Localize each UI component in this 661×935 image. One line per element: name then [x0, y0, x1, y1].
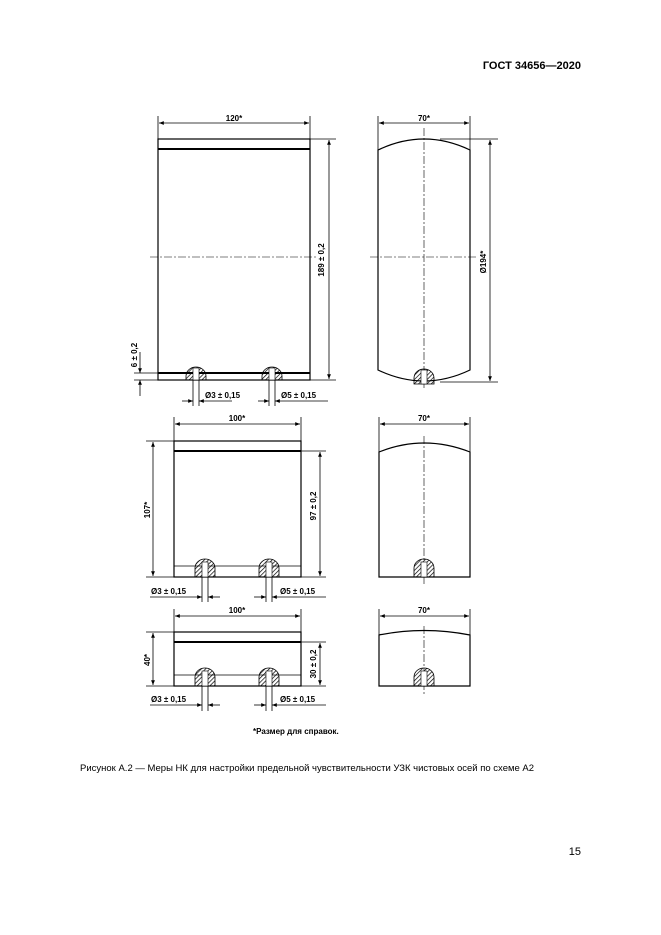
block3-total-height-label: 40* [143, 653, 152, 667]
block1-depth-label: 6 ± 0,2 [130, 342, 139, 368]
block1-hole1-label: Ø3 ± 0,15 [205, 391, 241, 400]
block1-side-view [370, 114, 498, 388]
block2-front-view [143, 414, 326, 602]
block3-hole1-label: Ø3 ± 0,15 [151, 695, 187, 704]
block1-front-view [130, 114, 336, 406]
block3-height-label: 30 ± 0,2 [309, 649, 318, 679]
block1-diameter-label: Ø194* [479, 250, 488, 274]
block1-hole2-label: Ø5 ± 0,15 [281, 391, 317, 400]
block2-side-width-label: 70* [417, 414, 431, 423]
block2-height-label: 97 ± 0,2 [309, 491, 318, 521]
block1-height-label: 189 ± 0,2 [317, 243, 326, 277]
block2-hole2-label: Ø5 ± 0,15 [280, 587, 316, 596]
page-number: 15 [568, 846, 581, 858]
block2-total-height-label: 107* [143, 501, 152, 519]
block3-width-label: 100* [228, 606, 246, 615]
block2-side-view [379, 414, 470, 585]
standard-header: ГОСТ 34656—2020 [482, 60, 581, 72]
block3-side-view [379, 606, 470, 694]
block1-width-label: 120* [225, 114, 243, 123]
block3-front-view [143, 606, 326, 711]
block2-hole1-label: Ø3 ± 0,15 [151, 587, 187, 596]
reference-note: *Размер для справок. [253, 727, 339, 736]
figure-caption: Рисунок А.2 — Меры НК для настройки предельной чувствительности УЗК чистовых осей по схеме А2 [80, 763, 535, 774]
block3-side-width-label: 70* [417, 606, 431, 615]
block3-hole2-label: Ø5 ± 0,15 [280, 695, 316, 704]
block2-width-label: 100* [228, 414, 246, 423]
block1-side-width-label: 70* [417, 114, 431, 123]
